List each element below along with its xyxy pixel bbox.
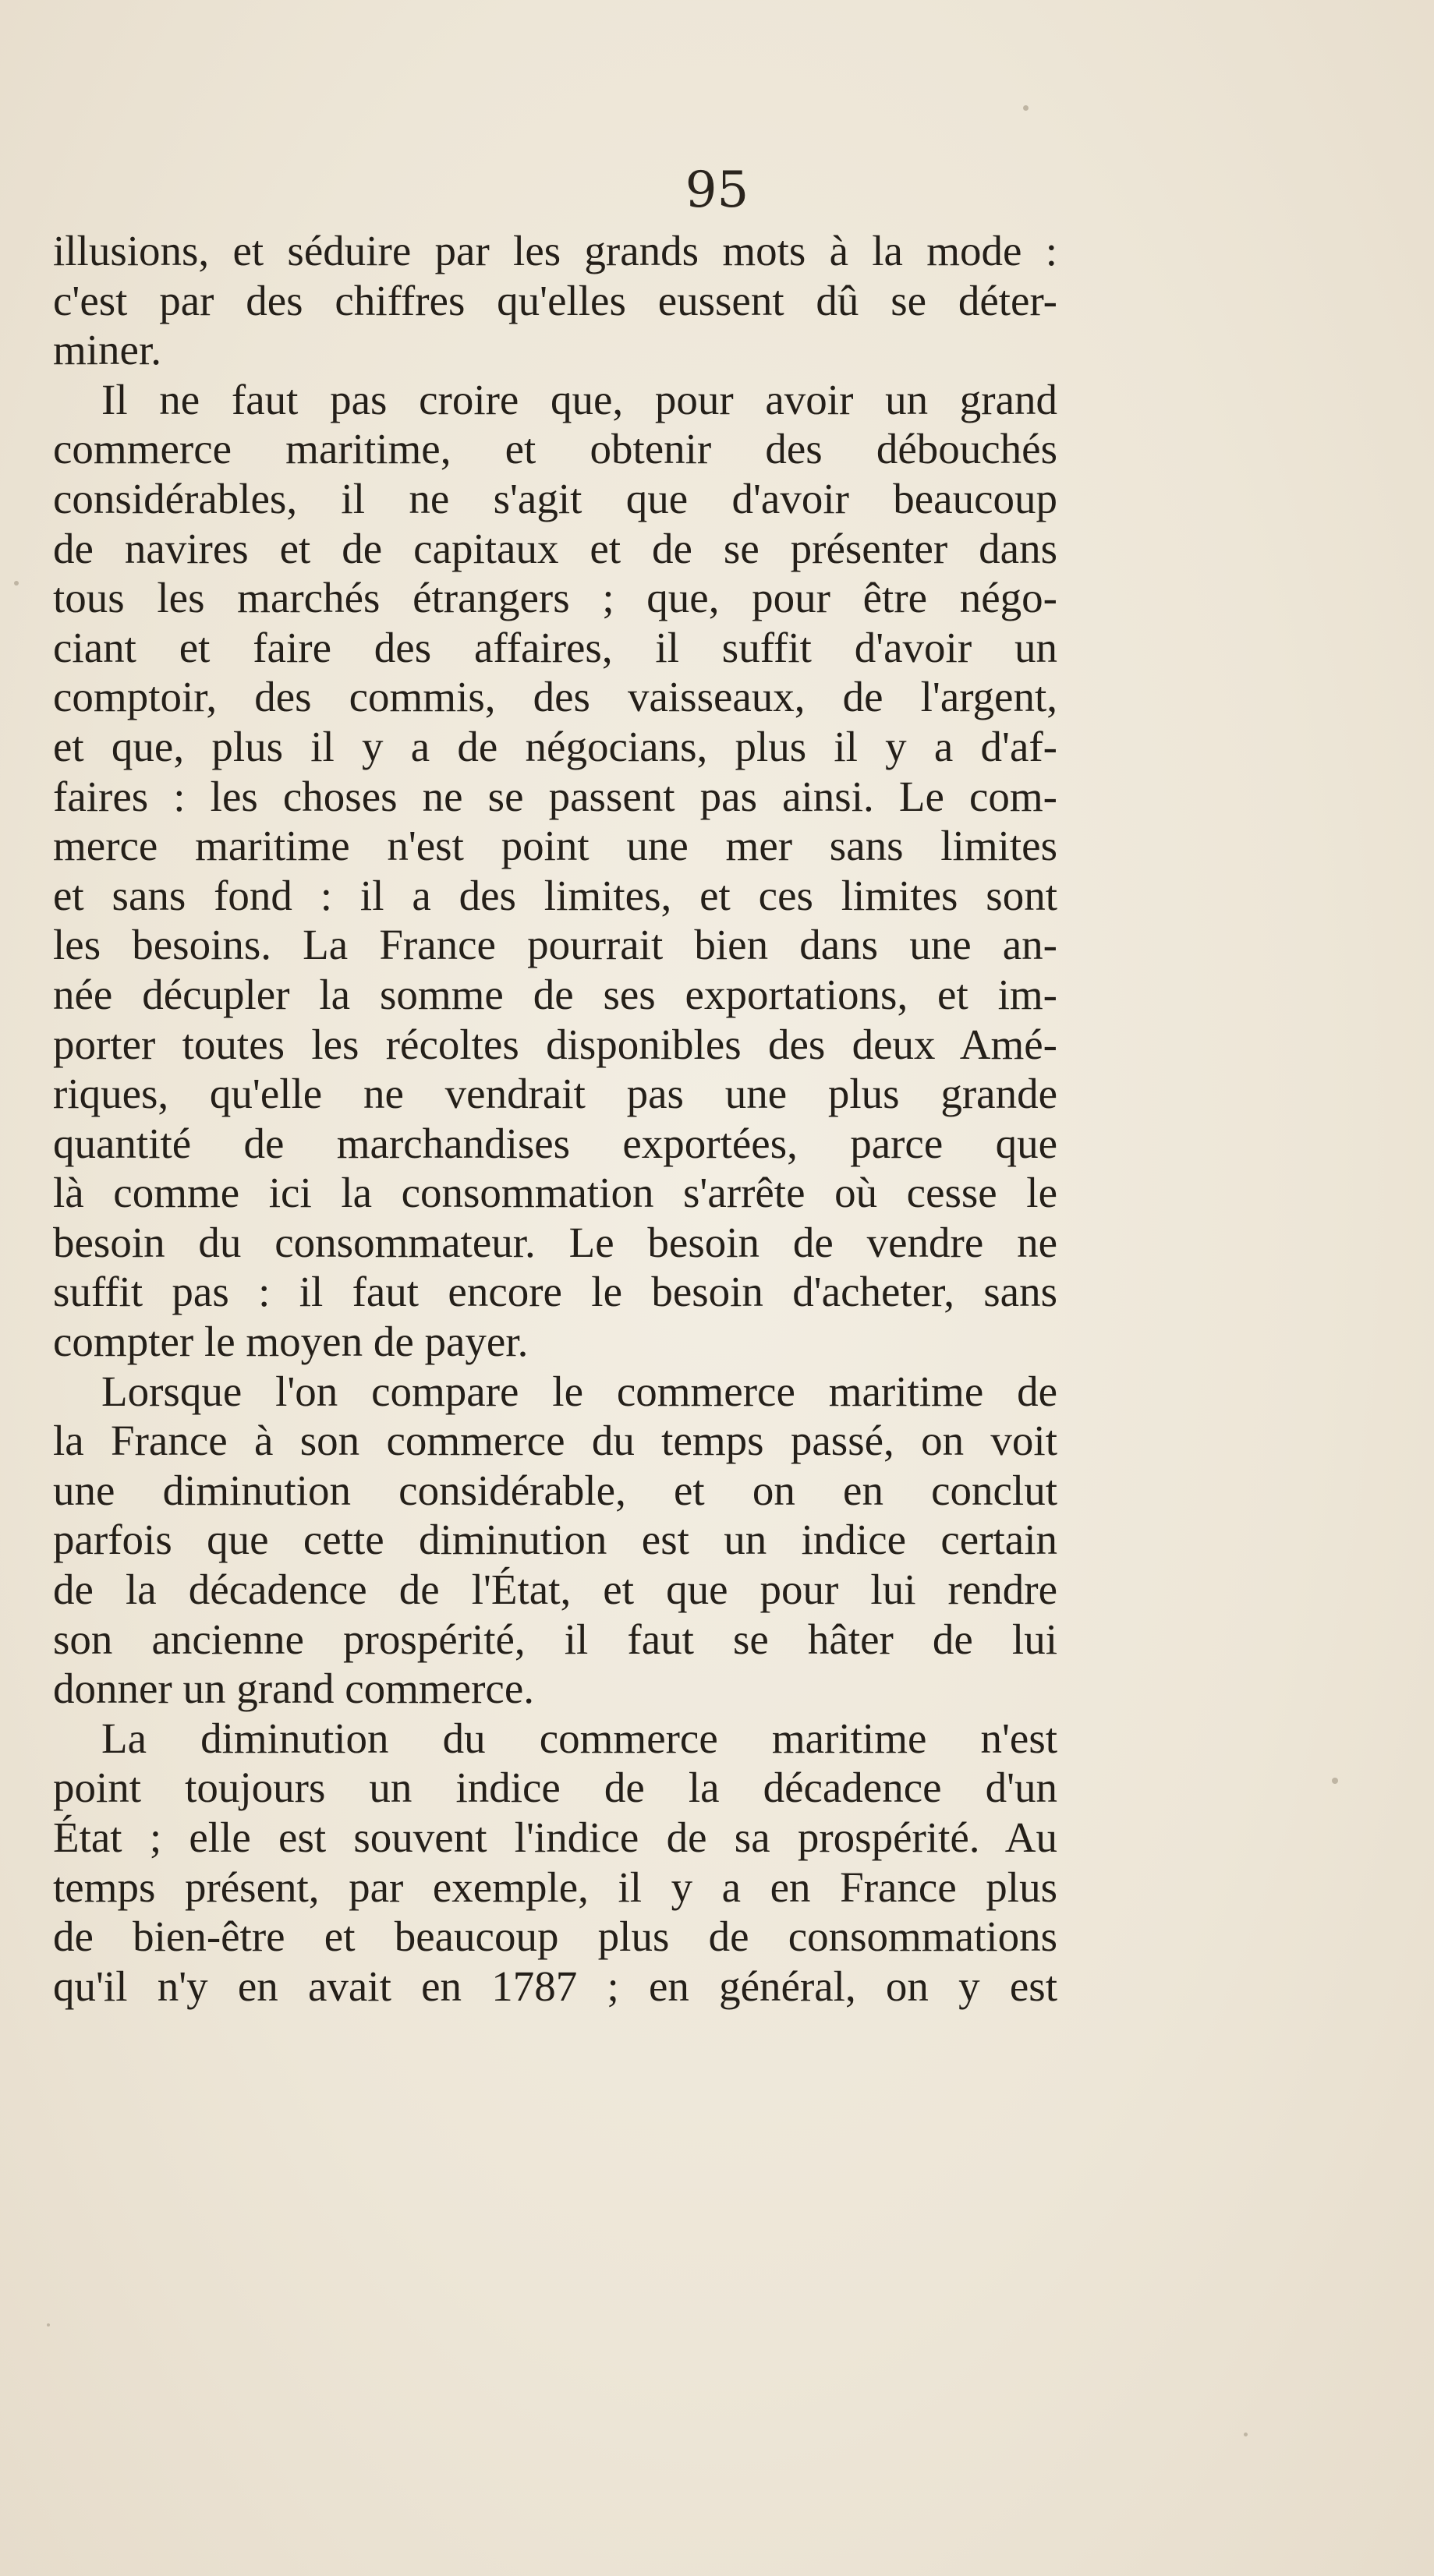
text-line: considérables, il ne s'agit que d'avoir beaucoup — [53, 474, 1057, 522]
text-line: de navires et de capitaux et de se présenter dans — [53, 524, 1057, 572]
text-line: parfois que cette diminution est un indice certain — [53, 1516, 1057, 1564]
paper-speck — [1244, 2433, 1248, 2436]
paragraph — [53, 375, 1057, 1367]
text-line: faires : les choses ne se passent pas ainsi. Le com- — [53, 772, 1057, 820]
paragraph — [53, 1714, 1057, 2012]
text-line: point toujours un indice de la décadence d'un — [53, 1764, 1057, 1812]
text-line: et que, plus il y a de négocians, plus il y a d'af- — [53, 722, 1057, 770]
text-line: État ; elle est souvent l'indice de sa prospérité. Au — [53, 1813, 1057, 1861]
text-line: illusions, et séduire par les grands mots à la mode : — [53, 227, 1057, 274]
paragraph — [53, 226, 1057, 375]
text-line: de la décadence de l'État, et que pour lui rendre — [53, 1566, 1057, 1614]
text-line: comptoir, des commis, des vaisseaux, de l'argent, — [53, 673, 1057, 721]
paper-speck — [47, 2323, 50, 2327]
text-line: merce maritime n'est point une mer sans limites — [53, 822, 1057, 870]
text-line: commerce maritime, et obtenir des débouchés — [53, 425, 1057, 473]
text-line: temps présent, par exemple, il y a en France plus — [53, 1863, 1057, 1911]
text-line: Lorsque l'on compare le commerce maritime de — [101, 1367, 1057, 1415]
text-line: les besoins. La France pourrait bien dans une an- — [53, 921, 1057, 969]
paper-speck — [1023, 105, 1029, 111]
text-line: La diminution du commerce maritime n'est — [101, 1714, 1057, 1762]
text-line: suffit pas : il faut encore le besoin d'acheter, sans — [53, 1268, 1057, 1316]
text-line: miner. — [53, 326, 162, 374]
page-number: 95 — [685, 161, 749, 219]
text-line: riques, qu'elle ne vendrait pas une plus grande — [53, 1070, 1057, 1118]
paper-speck — [14, 581, 19, 586]
text-line: tous les marchés étrangers ; que, pour être négo- — [53, 574, 1057, 622]
text-line: là comme ici la consommation s'arrête où cesse le — [53, 1169, 1057, 1217]
text-line: donner un grand commerce. — [53, 1665, 534, 1713]
text-line: Il ne faut pas croire que, pour avoir un grand — [101, 375, 1057, 423]
text-line: et sans fond : il a des limites, et ces limites sont — [53, 871, 1057, 919]
text-line: c'est par des chiffres qu'elles eussent dû se déter- — [53, 276, 1057, 324]
text-line: quantité de marchandises exportées, parce que — [53, 1119, 1057, 1167]
paragraph — [53, 1367, 1057, 1714]
text-line: née décupler la somme de ses exportations, et im- — [53, 970, 1057, 1018]
text-line: compter le moyen de payer. — [53, 1318, 529, 1366]
paper-speck — [1332, 1778, 1338, 1784]
text-line: ciant et faire des affaires, il suffit d'avoir un — [53, 623, 1057, 671]
text-line: qu'il n'y en avait en 1787 ; en général, on y est — [53, 1962, 1057, 2010]
text-line: porter toutes les récoltes disponibles des deux Amé- — [53, 1020, 1057, 1068]
body-text — [53, 226, 1057, 2011]
text-line: une diminution considérable, et on en conclut — [53, 1466, 1057, 1514]
text-line: la France à son commerce du temps passé, on voit — [53, 1417, 1057, 1465]
text-line: de bien-être et beaucoup plus de consommations — [53, 1913, 1057, 1961]
text-line: son ancienne prospérité, il faut se hâter de lui — [53, 1615, 1057, 1663]
text-line: besoin du consommateur. Le besoin de vendre ne — [53, 1218, 1057, 1266]
